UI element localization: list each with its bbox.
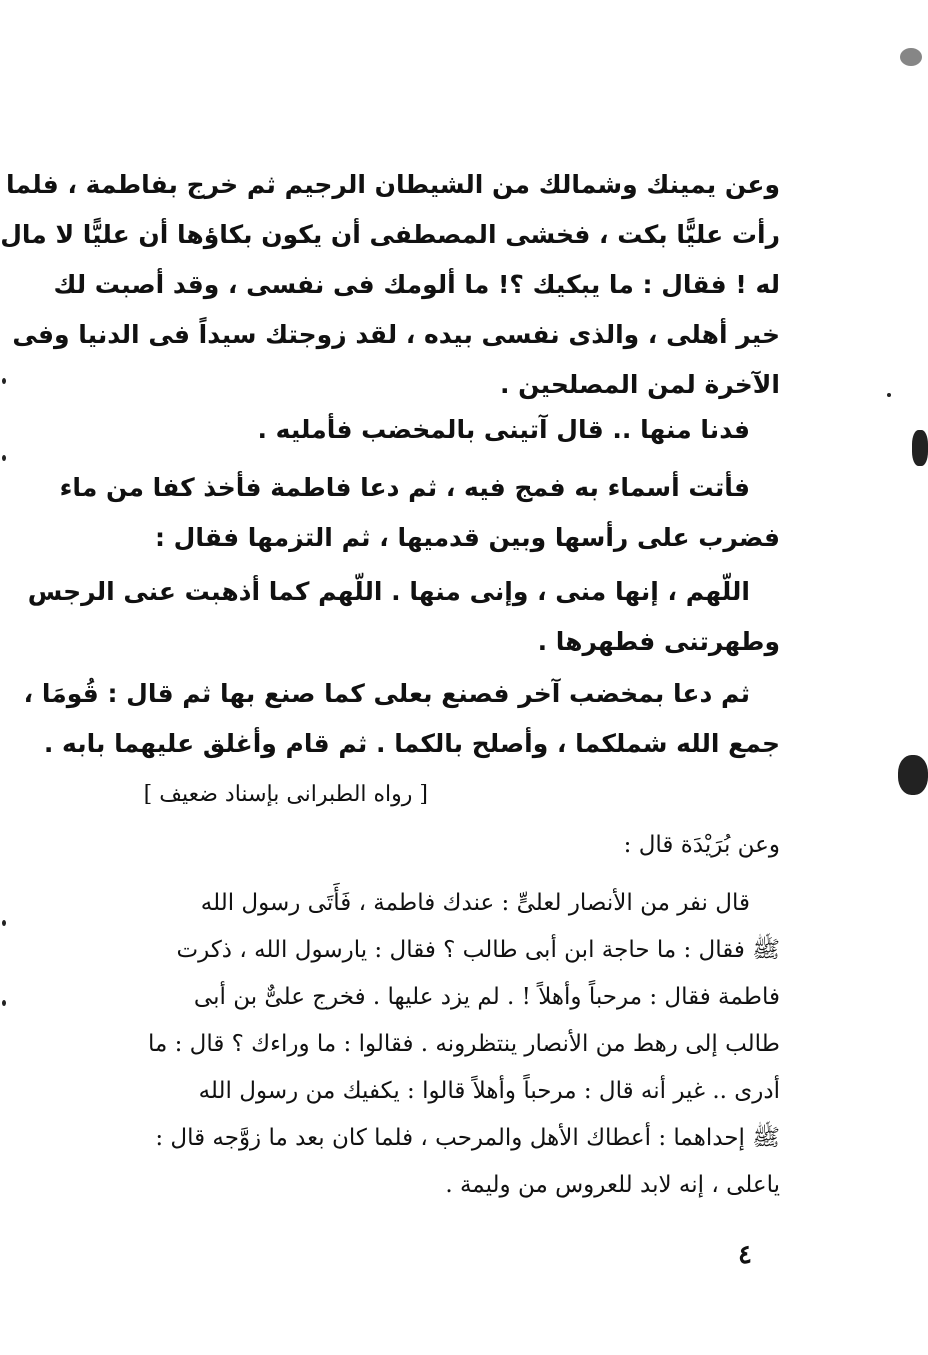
scan-dot <box>2 455 6 461</box>
narrator-intro <box>108 822 780 869</box>
text-line: وطهرتنى فطهرها . <box>537 627 780 656</box>
text-line: خير أهلى ، والذى نفسى بيده ، لقد زوجتك سيداً فى الدنيا وفى <box>12 320 780 349</box>
text-line: ﷺ فقال : ما حاجة ابن أبى طالب ؟ فقال : يارسول الله ، ذكرت <box>176 937 780 963</box>
scan-dot <box>2 920 6 926</box>
hadith-paragraph <box>108 880 780 1209</box>
scan-smudge <box>898 755 928 795</box>
paragraph-4 <box>27 567 780 667</box>
text-line: فأتت أسماء به فمج فيه ، ثم دعا فاطمة فأخذ كفا من ماء <box>59 473 750 502</box>
text-line: أدرى .. غير أنه قال : مرحباً وأهلاً قالوا : يكفيك من رسول الله <box>198 1078 780 1104</box>
text-line: ﷺ إحداهما : أعطاك الأهل والمرحب ، فلما كان بعد ما زوَّجه قال : <box>155 1125 780 1151</box>
scan-dot <box>2 1000 6 1006</box>
text-line: قال نفر من الأنصار لعلىٍّ : عندك فاطمة ، فَأَتَى رسول الله <box>200 890 750 916</box>
scan-dot <box>2 378 6 384</box>
paragraph-2 <box>108 405 780 455</box>
text-line: ثم دعا بمخضب آخر فصنع بعلى كما صنع بها ثم قال : قُومَا ، <box>23 679 750 708</box>
scan-smudge <box>900 48 922 66</box>
paragraph-1 <box>0 160 780 410</box>
text-line: فاطمة فقال : مرحباً وأهلاً ! . لم يزد عليها . فخرج علىٌّ بن أبى <box>193 984 780 1010</box>
scan-smudge <box>912 430 928 466</box>
text-line: جمع الله شملكما ، وأصلح بالكما . ثم قام وأغلق عليهما بابه . <box>43 729 780 758</box>
paragraph-3 <box>59 463 780 563</box>
text-line: طالب إلى رهط من الأنصار ينتظرونه . فقالوا : ما وراءك ؟ قال : ما <box>147 1031 780 1057</box>
text-line: الآخرة لمن المصلحين . <box>499 370 780 399</box>
text-line: اللّهم ، إنها منى ، وإنى منها . اللّهم كما أذهبت عنى الرجس <box>27 577 750 606</box>
page-number: ٤ <box>738 1240 752 1270</box>
text-line: فدنا منها .. قال آتينى بالمخضب فأمليه . <box>257 415 750 444</box>
text-line: له ! فقال : ما يبكيك ؟! ما ألومك فى نفسى ، وقد أصبت لك <box>53 270 780 299</box>
scan-dot <box>887 393 891 397</box>
text-line: ياعلى ، إنه لابد للعروس من وليمة . <box>445 1172 780 1198</box>
text-line: رأت عليًّا بكت ، فخشى المصطفى أن يكون بكاؤها أن عليًّا لا مال <box>0 220 780 249</box>
text-line: وعن يمينك وشمالك من الشيطان الرجيم ثم خرج بفاطمة ، فلما <box>6 170 780 199</box>
text-line: فضرب على رأسها وبين قدميها ، ثم التزمها فقال : <box>154 523 780 552</box>
citation: [ رواه الطبرانى بإسناد ضعيف ] <box>143 782 428 807</box>
text-line: وعن بُرَيْدَة قال : <box>623 832 780 858</box>
paragraph-5 <box>23 669 780 769</box>
